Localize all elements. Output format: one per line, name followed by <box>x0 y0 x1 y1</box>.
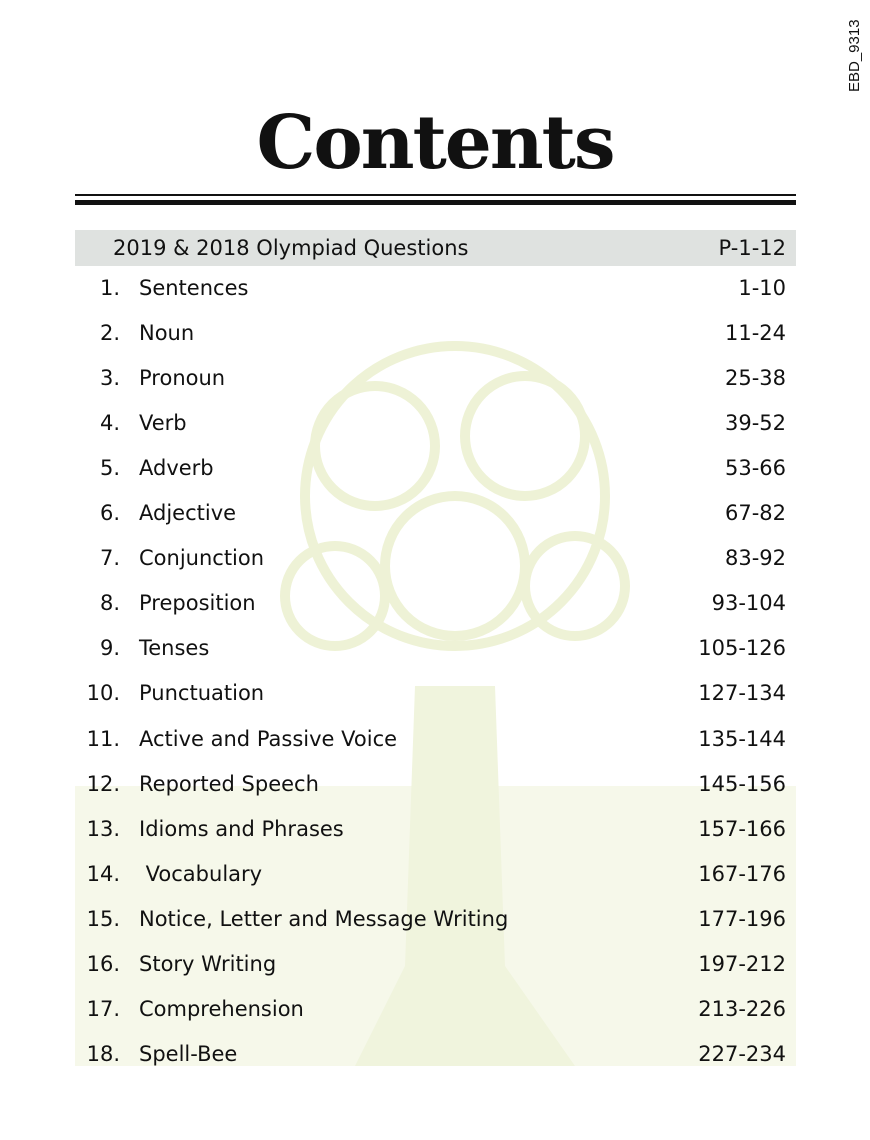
chapter-row[interactable] <box>75 727 796 767</box>
page-title: Contents <box>256 100 614 186</box>
divider-thin <box>75 194 796 196</box>
row-title: 2019 & 2018 Olympiad Questions <box>113 236 469 260</box>
chapter-number: 14. <box>86 862 120 886</box>
chapter-row[interactable] <box>75 276 796 316</box>
chapter-title: Reported Speech <box>139 772 319 796</box>
chapter-row[interactable] <box>75 952 796 992</box>
chapter-title: Notice, Letter and Message Writing <box>139 907 509 931</box>
row-pages: P-1-12 <box>718 236 786 260</box>
chapter-title: Comprehension <box>139 997 304 1021</box>
chapter-pages: 145-156 <box>698 772 786 796</box>
chapter-pages: 135-144 <box>698 727 786 751</box>
chapter-row[interactable] <box>75 636 796 676</box>
chapter-number: 11. <box>86 727 120 751</box>
chapter-row[interactable] <box>75 907 796 947</box>
chapter-title: Noun <box>139 321 195 345</box>
chapter-row[interactable] <box>75 546 796 586</box>
chapter-row[interactable] <box>75 862 796 902</box>
chapter-title: Tenses <box>139 636 210 660</box>
chapter-row[interactable] <box>75 411 796 451</box>
chapter-number: 7. <box>99 546 120 570</box>
chapter-pages: 25-38 <box>724 366 786 390</box>
chapter-title: Story Writing <box>139 952 277 976</box>
chapter-title: Sentences <box>139 276 249 300</box>
olympiad-questions-row[interactable] <box>75 230 796 266</box>
chapter-row[interactable] <box>75 321 796 361</box>
chapter-title: Conjunction <box>139 546 265 570</box>
chapter-pages: 11-24 <box>724 321 786 345</box>
chapter-title: Active and Passive Voice <box>139 727 398 751</box>
chapter-row[interactable] <box>75 456 796 496</box>
chapter-number: 8. <box>99 591 120 615</box>
chapter-number: 18. <box>86 1042 120 1066</box>
chapter-number: 12. <box>86 772 120 796</box>
chapter-number: 1. <box>99 276 120 300</box>
chapter-pages: 93-104 <box>711 591 786 615</box>
chapter-pages: 177-196 <box>698 907 786 931</box>
page-code: EBD_9313 <box>846 19 863 92</box>
chapter-pages: 197-212 <box>698 952 786 976</box>
chapter-pages: 213-226 <box>698 997 786 1021</box>
chapter-pages: 227-234 <box>698 1042 786 1066</box>
chapter-pages: 105-126 <box>698 636 786 660</box>
chapter-pages: 39-52 <box>724 411 786 435</box>
chapter-pages: 167-176 <box>698 862 786 886</box>
chapter-pages: 1-10 <box>738 276 786 300</box>
chapter-title: Verb <box>139 411 187 435</box>
chapter-number: 10. <box>86 681 120 705</box>
chapter-number: 16. <box>86 952 120 976</box>
chapter-number: 3. <box>99 366 120 390</box>
chapter-pages: 157-166 <box>698 817 786 841</box>
chapter-number: 13. <box>86 817 120 841</box>
chapter-number: 2. <box>99 321 120 345</box>
chapter-title: Pronoun <box>139 366 226 390</box>
chapter-row[interactable] <box>75 817 796 857</box>
chapter-pages: 53-66 <box>724 456 786 480</box>
chapter-number: 17. <box>86 997 120 1021</box>
chapter-row[interactable] <box>75 591 796 631</box>
chapter-title: Vocabulary <box>139 862 263 886</box>
chapter-number: 15. <box>86 907 120 931</box>
chapter-number: 5. <box>99 456 120 480</box>
chapter-number: 6. <box>99 501 120 525</box>
chapter-pages: 83-92 <box>724 546 786 570</box>
chapter-title: Adjective <box>139 501 237 525</box>
chapter-row[interactable] <box>75 772 796 812</box>
chapter-pages: 127-134 <box>698 681 786 705</box>
chapter-title: Preposition <box>139 591 256 615</box>
chapter-title: Idioms and Phrases <box>139 817 344 841</box>
chapter-title: Punctuation <box>139 681 265 705</box>
chapter-row[interactable] <box>75 997 796 1037</box>
chapter-title: Adverb <box>139 456 214 480</box>
chapter-title: Spell-Bee <box>139 1042 238 1066</box>
chapter-pages: 67-82 <box>724 501 786 525</box>
chapter-row[interactable] <box>75 366 796 406</box>
chapter-row[interactable] <box>75 681 796 721</box>
chapter-row[interactable] <box>75 1042 796 1082</box>
chapter-number: 4. <box>99 411 120 435</box>
chapter-row[interactable] <box>75 501 796 541</box>
chapter-number: 9. <box>99 636 120 660</box>
divider-thick <box>75 200 796 205</box>
